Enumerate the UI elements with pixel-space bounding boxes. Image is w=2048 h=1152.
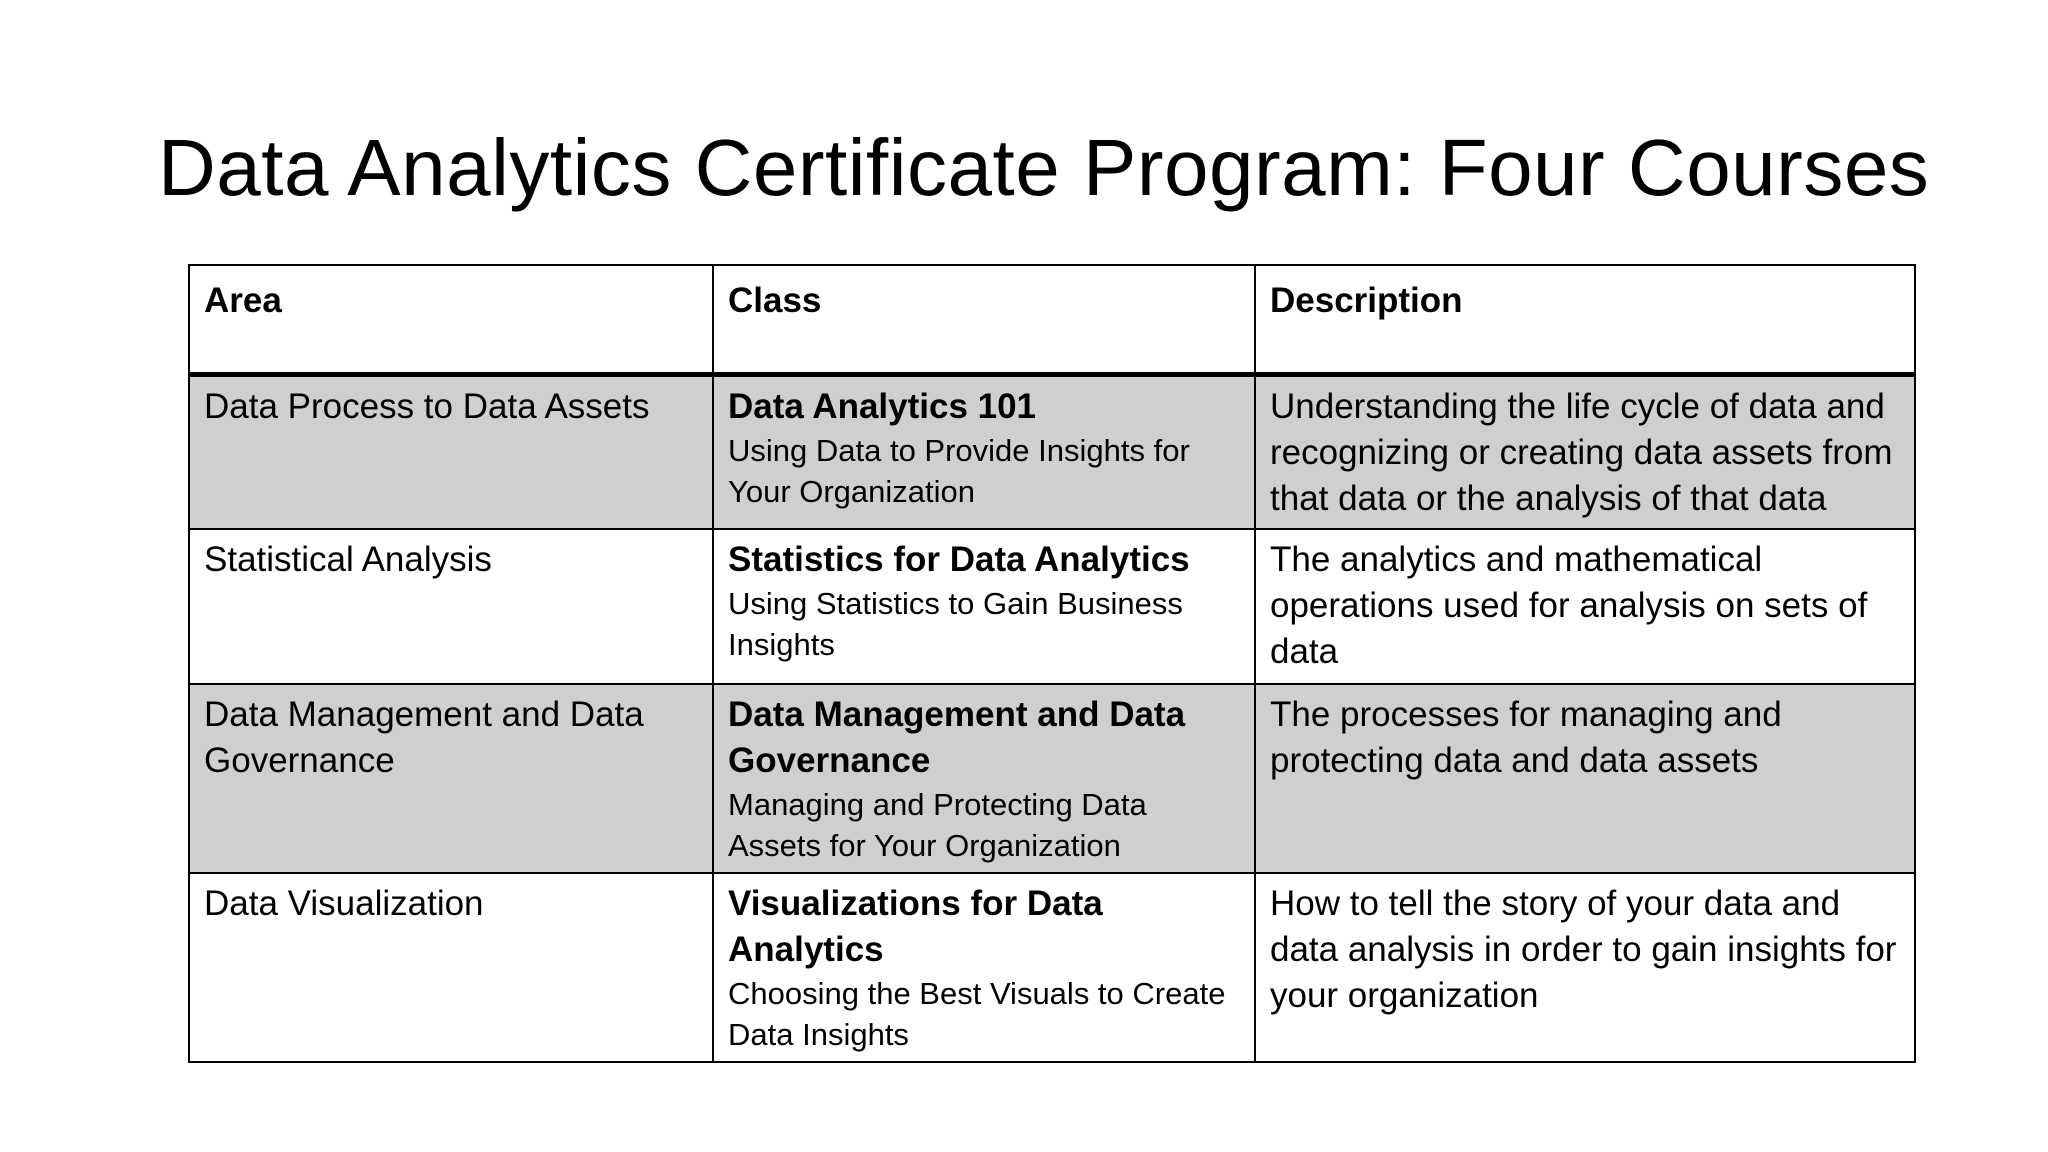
header-description: Description xyxy=(1255,265,1915,375)
table-header xyxy=(189,265,1915,375)
class-cell xyxy=(713,529,1255,684)
description-cell: How to tell the story of your data and data analysis in order to gain insights for your organization xyxy=(1255,873,1915,1062)
description-cell: Understanding the life cycle of data and recognizing or creating data assets from that data or the analysis of that data xyxy=(1255,375,1915,530)
table-body xyxy=(189,375,1915,1063)
description-cell: The processes for managing and protecting data and data assets xyxy=(1255,684,1915,873)
area-cell: Statistical Analysis xyxy=(189,529,713,684)
class-subtitle: Using Statistics to Gain Business Insights xyxy=(728,586,1183,662)
table-row xyxy=(189,684,1915,873)
class-title: Data Management and Data Governance xyxy=(728,695,1186,780)
class-title: Visualizations for Data Analytics xyxy=(728,884,1103,969)
class-cell xyxy=(713,684,1255,873)
class-subtitle: Using Data to Provide Insights for Your Organization xyxy=(728,433,1190,509)
description-cell: The analytics and mathematical operations used for analysis on sets of data xyxy=(1255,529,1915,684)
area-cell: Data Management and Data Governance xyxy=(189,684,713,873)
class-subtitle: Managing and Protecting Data Assets for Your Organization xyxy=(728,787,1147,863)
header-row xyxy=(189,265,1915,375)
table-row xyxy=(189,873,1915,1062)
slide-title: Data Analytics Certificate Program: Four Courses xyxy=(158,123,1930,212)
class-subtitle: Choosing the Best Visuals to Create Data Insights xyxy=(728,976,1226,1052)
area-cell: Data Process to Data Assets xyxy=(189,375,713,530)
table-row xyxy=(189,529,1915,684)
class-title: Statistics for Data Analytics xyxy=(728,540,1190,579)
course-table xyxy=(188,264,1916,1063)
header-area: Area xyxy=(189,265,713,375)
class-title: Data Analytics 101 xyxy=(728,387,1037,426)
header-class: Class xyxy=(713,265,1255,375)
class-cell xyxy=(713,375,1255,530)
table-row xyxy=(189,375,1915,530)
area-cell: Data Visualization xyxy=(189,873,713,1062)
class-cell xyxy=(713,873,1255,1062)
